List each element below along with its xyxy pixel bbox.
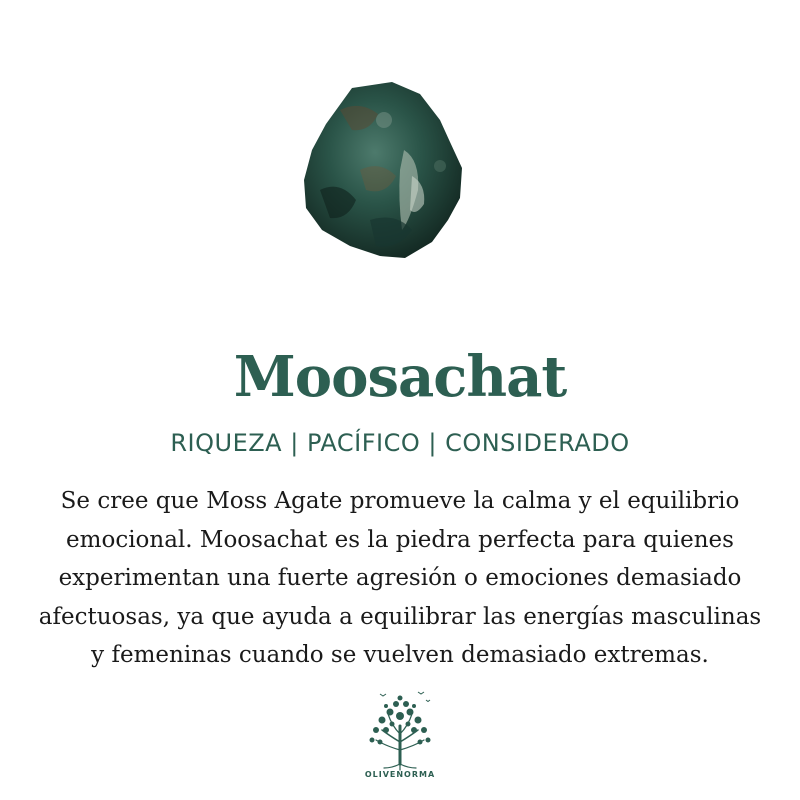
description-line: afectuosas, ya que ayuda a equilibrar las energías masculinas bbox=[38, 603, 762, 630]
brand-name: OLIVENORMA bbox=[364, 770, 436, 779]
description-line: emocional. Moosachat es la piedra perfecta para quienes bbox=[66, 526, 734, 553]
description-line: experimentan una fuerte agresión o emociones demasiado bbox=[58, 565, 742, 591]
stone-traits: RIQUEZA | PACÍFICO | CONSIDERADO bbox=[170, 429, 630, 457]
stone-description bbox=[10, 482, 790, 675]
description-line: Se cree que Moss Agate promueve la calma y el equilibrio bbox=[60, 488, 740, 514]
description-line: y femeninas cuando se vuelven demasiado extremas. bbox=[91, 642, 709, 668]
moss-agate-stone-icon bbox=[300, 80, 465, 262]
stone-title: Moosachat bbox=[233, 344, 567, 410]
